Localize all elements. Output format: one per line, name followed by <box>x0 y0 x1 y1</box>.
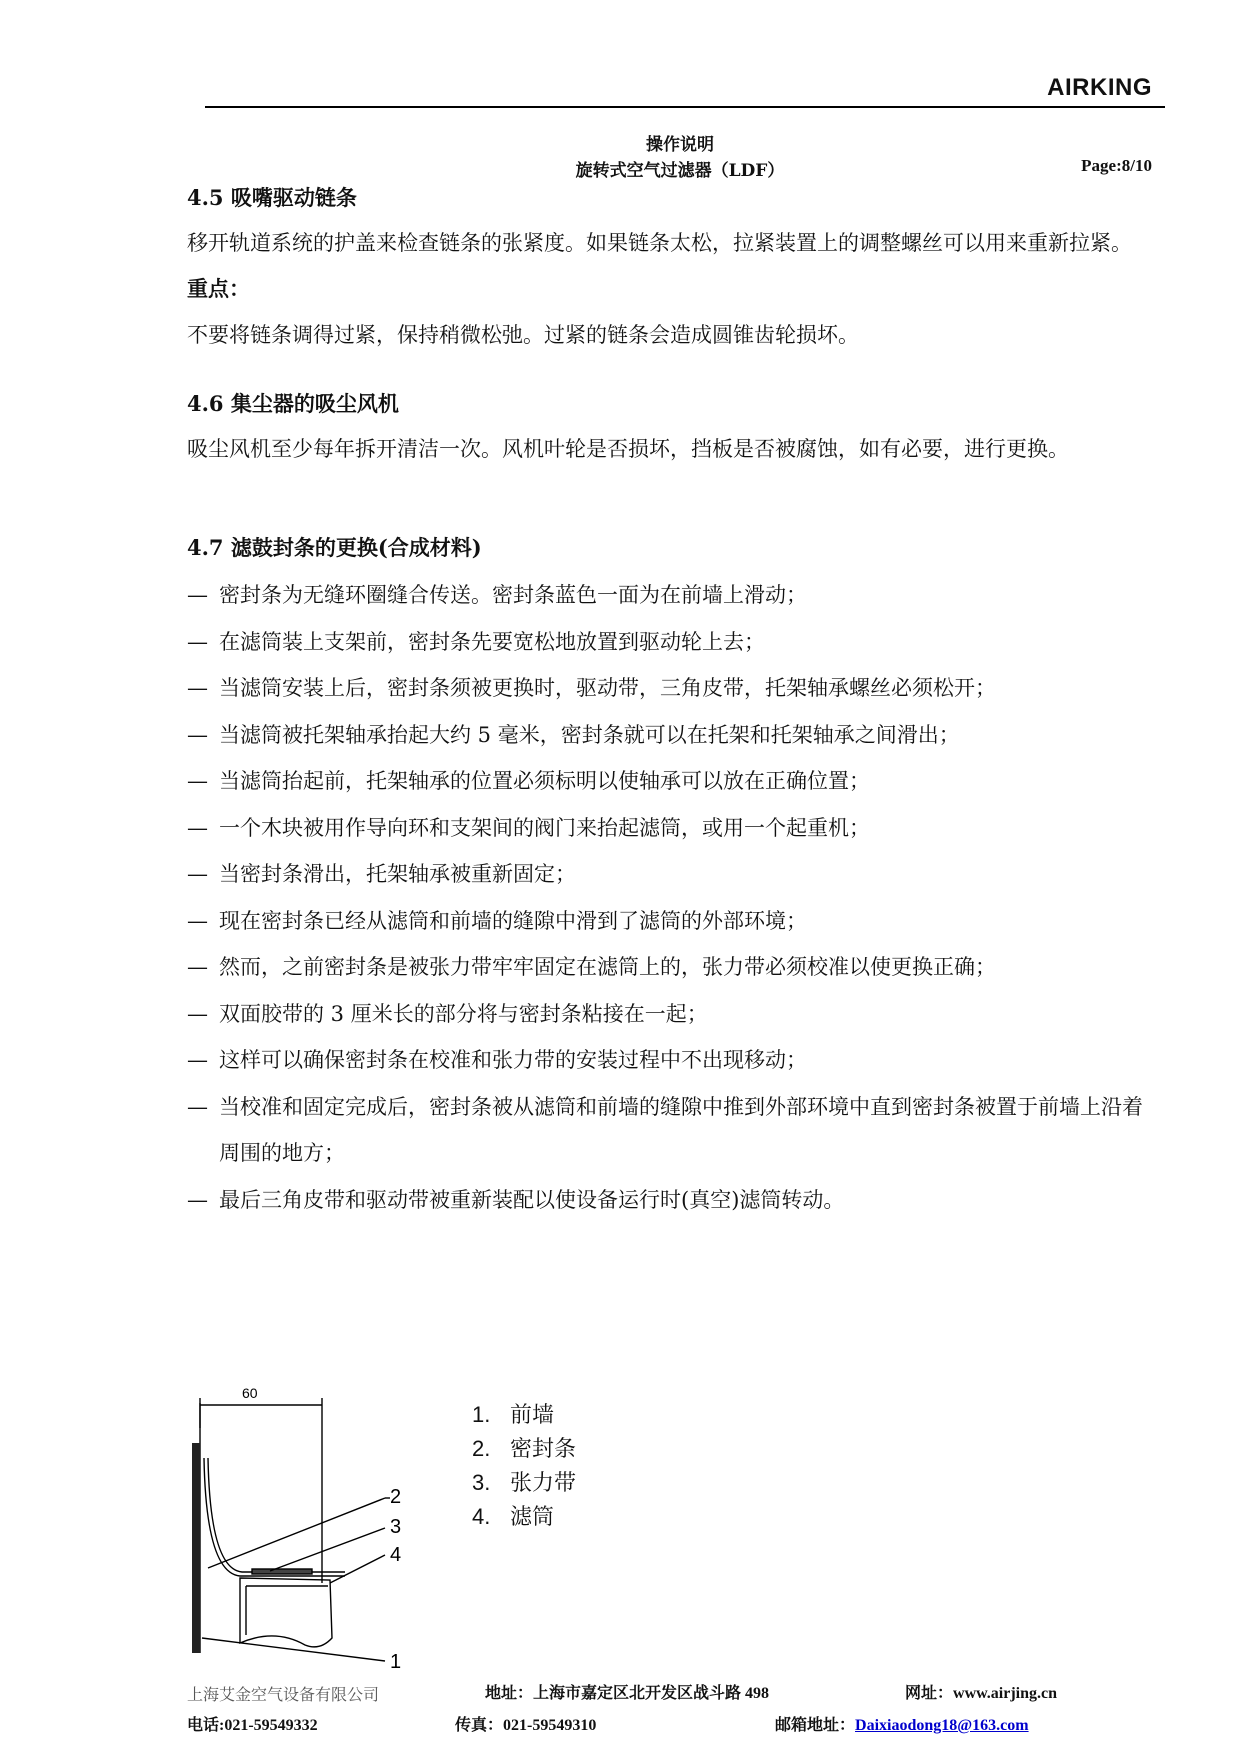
website-link[interactable]: www.airjing.cn <box>953 1685 1058 1702</box>
list-item-text: 一个木块被用作导向环和支架间的阀门来抬起滤筒，或用一个起重机； <box>219 815 870 840</box>
list-item <box>187 898 1162 945</box>
list-item <box>187 1037 1162 1084</box>
drum-inner-line <box>246 1586 328 1635</box>
list-item-text: 双面胶带的 3 厘米长的部分将与密封条粘接在一起； <box>219 1001 708 1026</box>
brand-name: AIRKING <box>1047 74 1152 101</box>
footer-address: 地址：上海市嘉定区北开发区战斗路 498 <box>485 1685 770 1702</box>
list-item-text: 当滤筒安装上后，密封条须被更换时，驱动带，三角皮带，托架轴承螺丝必须松开； <box>219 676 996 700</box>
legend-text: 张力带 <box>510 1471 577 1496</box>
dash-marker: — <box>187 676 208 700</box>
legend-item <box>472 1500 576 1534</box>
legend-item <box>472 1398 576 1432</box>
list-item-text: 现在密封条已经从滤筒和前墙的缝隙中滑到了滤筒的外部环境； <box>219 908 807 933</box>
dash-marker: — <box>187 583 208 607</box>
dash-marker: — <box>187 769 208 793</box>
section-heading: 4.5 吸嘴驱动链条 <box>187 185 357 210</box>
header-rule <box>205 106 1165 108</box>
list-item <box>187 805 1162 852</box>
dash-marker: — <box>187 815 208 840</box>
page-number: Page:8/10 <box>1081 156 1152 175</box>
note-label: 重点： <box>187 276 250 301</box>
list-item <box>187 572 1162 619</box>
document-body <box>187 180 1162 1223</box>
dash-marker: — <box>187 1048 208 1072</box>
legend-number: 3. <box>472 1470 491 1495</box>
dash-marker: — <box>187 908 208 933</box>
callout-2: 2 <box>390 1486 402 1508</box>
list-item <box>187 944 1162 991</box>
legend-text: 密封条 <box>510 1437 577 1462</box>
doc-subtitle: 旋转式空气过滤器（LDF） <box>575 161 785 181</box>
section-4-7 <box>187 530 1162 1223</box>
dash-marker: — <box>187 722 208 747</box>
callout-3: 3 <box>390 1516 402 1538</box>
footer-fax: 传真：021-59549310 <box>455 1717 597 1734</box>
callout-leader-4 <box>330 1555 385 1583</box>
seal-diagram <box>180 1383 460 1673</box>
dash-marker: — <box>187 955 208 979</box>
note-text: 不要将链条调得过紧，保持稍微松弛。过紧的链条会造成圆锥齿轮损坏。 <box>187 323 859 347</box>
legend-item <box>472 1432 576 1466</box>
list-item-text: 然而，之前密封条是被张力带牢牢固定在滤筒上的，张力带必须校准以使更换正确； <box>219 955 996 979</box>
list-item <box>187 758 1162 805</box>
dash-marker: — <box>187 1094 208 1119</box>
seal-strip-inner <box>208 1458 345 1572</box>
list-item-text: 当校准和固定完成后，密封条被从滤筒和前墙的缝隙中推到外部环境中直到密封条被置于前墙上沿着周围的地方； <box>219 1094 1143 1165</box>
section-heading: 4.7 滤鼓封条的更换(合成材料) <box>187 535 482 560</box>
footer-email <box>775 1712 1029 1735</box>
callout-leader-2 <box>208 1498 385 1568</box>
dash-marker: — <box>187 862 208 886</box>
section-paragraph: 吸尘风机至少每年拆开清洁一次。风机叶轮是否损坏，挡板是否被腐蚀，如有必要，进行更换。 <box>187 437 1069 461</box>
list-item-text: 这样可以确保密封条在校准和张力带的安装过程中不出现移动； <box>219 1048 807 1072</box>
legend-number: 4. <box>472 1504 491 1529</box>
callout-leader-1 <box>202 1638 385 1661</box>
list-item-text: 当密封条滑出，托架轴承被重新固定； <box>219 862 576 886</box>
dash-marker: — <box>187 629 208 654</box>
list-item <box>187 991 1162 1038</box>
email-link[interactable]: Daixiaodong18@163.com <box>855 1717 1029 1734</box>
footer-company: 上海艾金空气设备有限公司 <box>187 1687 380 1704</box>
front-wall-hatch <box>192 1443 200 1653</box>
replacement-steps <box>187 572 1162 1223</box>
email-label: 邮箱地址： <box>775 1717 856 1734</box>
list-item <box>187 1084 1162 1177</box>
list-item-text: 最后三角皮带和驱动带被重新装配以使设备运行时(真空)滤筒转动。 <box>219 1187 845 1212</box>
doc-title: 操作说明 <box>646 135 714 155</box>
list-item-text: 当滤筒抬起前，托架轴承的位置必须标明以使轴承可以放在正确位置； <box>219 769 870 793</box>
legend-text: 滤筒 <box>510 1505 555 1530</box>
dash-marker: — <box>187 1001 208 1026</box>
list-item-text: 当滤筒被托架轴承抬起大约 5 毫米，密封条就可以在托架和托架轴承之间滑出； <box>219 722 960 747</box>
dash-marker: — <box>187 1187 208 1212</box>
website-label: 网址： <box>905 1685 954 1702</box>
list-item-text: 在滤筒装上支架前，密封条先要宽松地放置到驱动轮上去； <box>219 629 765 654</box>
dimension-label: 60 <box>242 1385 258 1401</box>
legend-number: 1. <box>472 1402 491 1427</box>
section-paragraph: 移开轨道系统的护盖来检查链条的张紧度。如果链条太松，拉紧装置上的调整螺丝可以用来重新拉紧。 <box>187 231 1132 255</box>
drum-shape <box>240 1578 332 1647</box>
footer-website <box>905 1680 1057 1703</box>
callout-4: 4 <box>390 1544 402 1566</box>
list-item <box>187 851 1162 898</box>
section-4-6 <box>187 386 1162 472</box>
section-4-5 <box>187 180 1162 358</box>
tension-band <box>252 1569 312 1574</box>
figure-legend <box>472 1398 576 1534</box>
legend-item <box>472 1466 576 1500</box>
footer-phone: 电话:021-59549332 <box>187 1717 318 1734</box>
legend-number: 2. <box>472 1436 491 1461</box>
list-item <box>187 619 1162 666</box>
seal-strip-path <box>204 1458 345 1576</box>
list-item <box>187 712 1162 759</box>
section-heading: 4.6 集尘器的吸尘风机 <box>187 391 399 416</box>
list-item <box>187 665 1162 712</box>
legend-text: 前墙 <box>510 1403 555 1428</box>
callout-1: 1 <box>390 1651 402 1673</box>
list-item <box>187 1177 1162 1224</box>
list-item-text: 密封条为无缝环圈缝合传送。密封条蓝色一面为在前墙上滑动； <box>219 583 807 607</box>
